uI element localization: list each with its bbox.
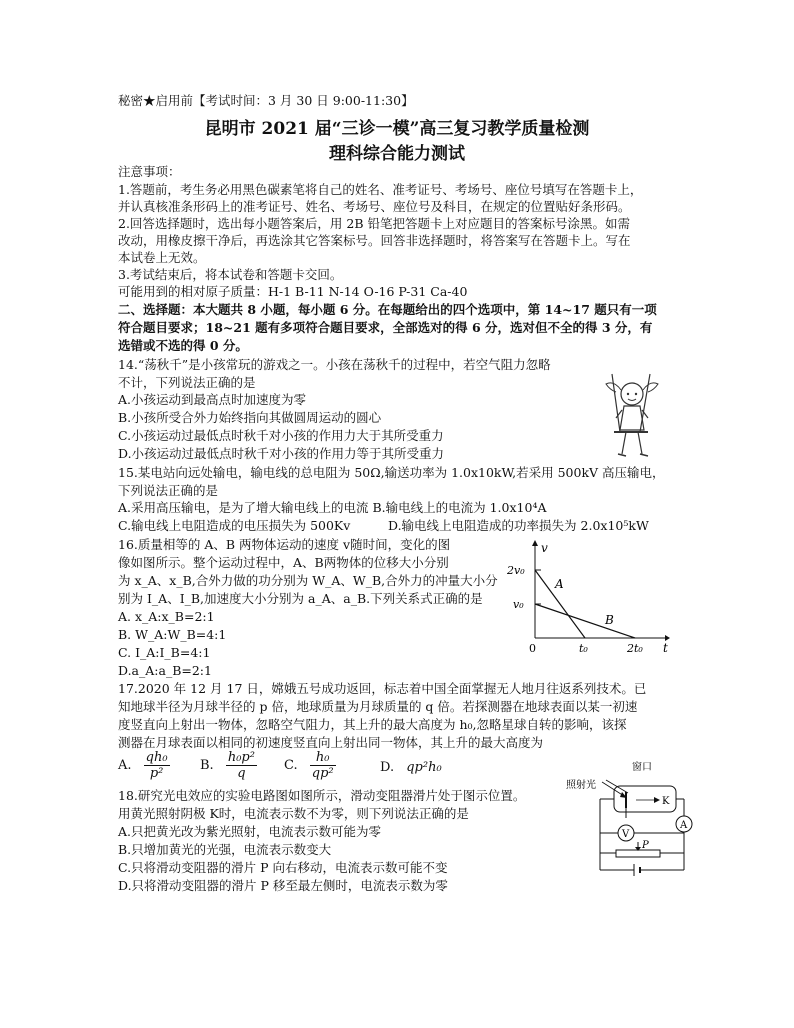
q18-option-c: C.只将滑动变阻器的滑片 P 向右移动，电流表示数可能不变: [118, 860, 448, 875]
section2-line1: 二、选择题：本大题共 8 小题，每小题 6 分。在每题给出的四个选项中，第 14~17 题只有一项: [118, 302, 657, 317]
photoelectric-circuit-diagram: [566, 758, 696, 880]
q14-stem1: 14.“荡秋千”是小孩常玩的游戏之一。小孩在荡秋千的过程中，若空气阻力忽略: [118, 357, 551, 372]
note-1a: 1.答题前，考生务必用黑色碳素笔将自己的姓名、准考证号、考场号、座位号填写在答题卡上，: [118, 182, 643, 197]
q15-option-c: C.输电线上电阻造成的电压损失为 500Kv: [118, 518, 351, 533]
q17-stem2: 知地球半径为月球半径的 p 倍，地球质量为月球质量的 q 倍。若探测器在地球表面以某一初速: [118, 699, 638, 714]
q17-stem4: 测器在月球表面以相同的初速度竖直向上射出同一物体，其上升的最大高度为: [118, 735, 544, 750]
q15-stem1: 15.某电站向远处输电，输电线的总电阻为 50Ω,输送功率为 1.0x10kW,若采用 500kV 高压输电，: [118, 465, 665, 480]
q16-option-b: B. W_A:W_B=4:1: [118, 627, 227, 642]
q14-option-b: B.小孩所受合外力始终指向其做圆周运动的圆心: [118, 410, 382, 425]
velocity-time-graph: [505, 538, 670, 660]
axis-v-label: v: [541, 541, 548, 555]
q17-option-d: D. qp²h₀: [380, 760, 442, 775]
note-2a: 2.回答选择题时，选出每小题答案后，用 2B 铅笔把答题卡上对应题目的答案标号涂黑。如需: [118, 216, 631, 231]
exam-time-header: 秘密★启用前【考试时间：3 月 30 日 9:00-11:30】: [118, 93, 414, 108]
q15-option-d: D.输电线上电阻造成的功率损失为 2.0x10⁵kW: [388, 518, 649, 533]
tick-2t0: 2t₀: [627, 642, 643, 655]
q17-option-a: A. $\frac{\text{qh₀}}{\text{p²}}$: [118, 750, 168, 781]
section2-line2: 符合题目要求；18~21 题有多项符合题目要求，全部选对的得 6 分，选对但不全的得 3 分，有: [118, 320, 653, 335]
q16-stem1: 16.质量相等的 A、B 两物体运动的速度 v随时间，变化的图: [118, 537, 451, 552]
q14-option-d: D.小孩运动过最低点时秋千对小孩的作用力等于其所受重力: [118, 446, 445, 461]
exam-subtitle: 理科综合能力测试: [329, 144, 465, 164]
notes-heading: 注意事项：: [118, 164, 181, 179]
tick-v0: v₀: [513, 598, 524, 611]
q16-option-d: D.a_A:a_B=2:1: [118, 663, 212, 678]
label-a: A: [555, 577, 564, 591]
line-b: [535, 604, 635, 638]
label-b: B: [605, 613, 614, 627]
swing-child-illustration: [592, 372, 674, 462]
q18-option-a: A.只把黄光改为紫光照射，电流表示数可能为零: [118, 824, 382, 839]
axis-t-label: t: [663, 641, 668, 655]
q15-option-ab: A.采用高压输电，是为了增大输电线上的电流 B.输电线上的电流为 1.0x10⁴A: [118, 500, 547, 515]
q14-option-c: C.小孩运动过最低点时秋千对小孩的作用力大于其所受重力: [118, 428, 444, 443]
window-label: 窗口: [632, 762, 652, 773]
q14-option-a: A.小孩运动到最高点时加速度为零: [118, 392, 307, 407]
origin-label: 0: [529, 642, 536, 655]
q14-stem2: 不计，下列说法正确的是: [118, 375, 256, 390]
q15-stem2: 下列说法正确的是: [118, 483, 219, 498]
q16-stem3: 为 x_A、x_B,合外力做的功分别为 W_A、W_B,合外力的冲量大小分: [118, 573, 498, 588]
atomic-masses: 可能用到的相对原子质量：H-1 B-11 N-14 O-16 P-31 Ca-40: [118, 284, 468, 299]
tick-2v0: 2v₀: [507, 564, 525, 577]
slider-p-label: P: [642, 840, 649, 851]
note-1b: 并认真核准条形码上的准考证号、姓名、考场号、座位号及科目，在规定的位置贴好条形码。: [118, 199, 631, 214]
exam-title: 昆明市 2021 届“三诊一模”高三复习教学质量检测: [204, 119, 590, 139]
q17-option-c: C. $\frac{\text{h₀}}{\text{qp²}}$: [284, 750, 334, 781]
q16-stem2: 像如图所示。整个运动过程中，A、B两物体的位移大小分别: [118, 555, 449, 570]
q16-option-a: A. x_A:x_B=2:1: [118, 609, 215, 624]
q17-stem1: 17.2020 年 12 月 17 日，嫦娥五号成功返回，标志着中国全面掌握无人地月往返系列技术。已: [118, 681, 647, 696]
tick-t0: t₀: [579, 642, 588, 655]
q16-stem4: 别为 I_A、I_B,加速度大小分别为 a_A、a_B.下列关系式正确的是: [118, 591, 483, 606]
q18-stem1: 18.研究光电效应的实验电路图如图所示，滑动变阻器滑片处于图示位置。: [118, 788, 526, 803]
ammeter-a-label: A: [680, 820, 688, 831]
q18-option-d: D.只将滑动变阻器的滑片 P 移至最左侧时，电流表示数为零: [118, 878, 448, 893]
note-2b: 改动，用橡皮擦干净后，再选涂其它答案标号。回答非选择题时，将答案写在答题卡上。写在: [118, 233, 631, 248]
note-2c: 本试卷上无效。: [118, 250, 206, 265]
section2-line3: 选错或不选的得 0 分。: [118, 338, 248, 353]
note-3: 3.考试结束后，将本试卷和答题卡交回。: [118, 267, 343, 282]
q18-option-b: B.只增加黄光的光强，电流表示数变大: [118, 842, 332, 857]
cathode-k-label: K: [662, 796, 670, 807]
voltmeter-v-label: V: [622, 829, 630, 840]
q16-option-c: C. I_A:I_B=4:1: [118, 645, 211, 660]
light-label: 照射光: [566, 780, 596, 791]
q17-option-b: B. $\frac{\text{h₀p²}}{q}$: [200, 750, 255, 781]
q17-stem3: 度竖直向上射出一物体，忽略空气阻力，其上升的最大高度为 h₀,忽略星球自转的影响，该探: [118, 717, 627, 732]
q18-stem2: 用黄光照射阴极 K时，电流表示数不为零，则下列说法正确的是: [118, 806, 469, 821]
